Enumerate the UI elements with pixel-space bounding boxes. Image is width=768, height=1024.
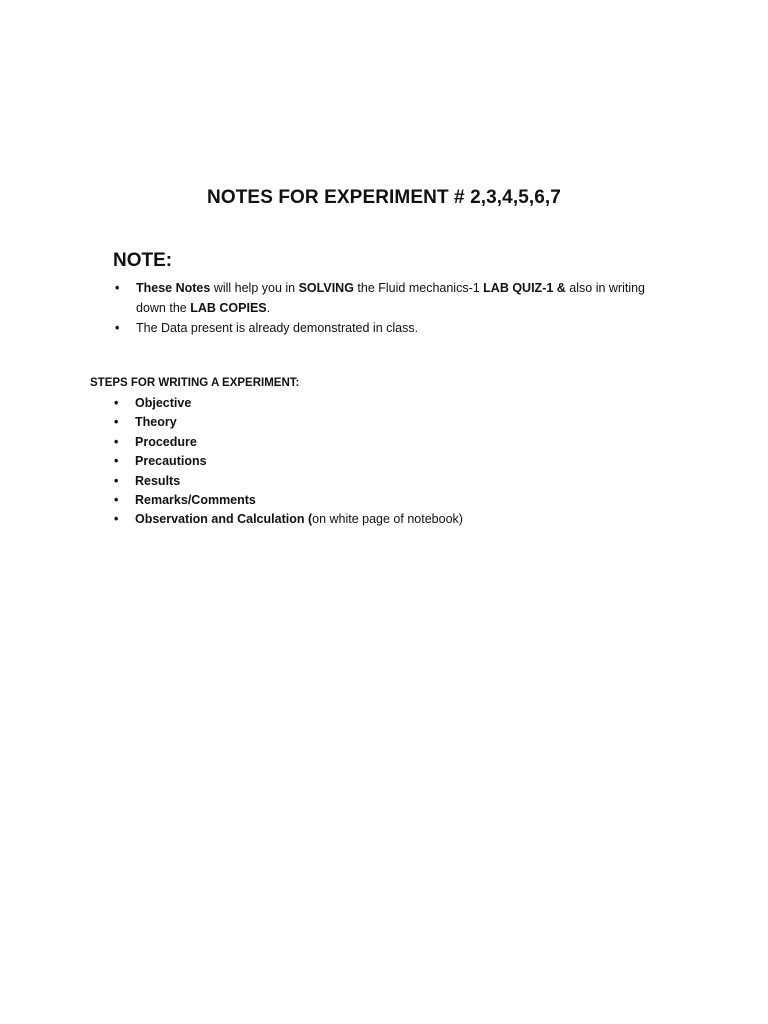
bullet-icon: • bbox=[114, 493, 119, 508]
bullet-icon: • bbox=[115, 321, 120, 335]
step-item bbox=[112, 413, 672, 432]
step-label: Observation and Calculation ( bbox=[135, 512, 313, 527]
step-item bbox=[112, 472, 672, 491]
step-item bbox=[112, 394, 672, 413]
note-text: The Data present is already demonstrated in class. bbox=[136, 321, 419, 335]
step-note: on white page of notebook) bbox=[312, 512, 463, 527]
steps-heading: STEPS FOR WRITING A EXPERIMENT: bbox=[90, 377, 300, 389]
step-label: Objective bbox=[135, 396, 192, 410]
note-text-bold: LAB COPIES bbox=[190, 300, 267, 315]
step-item bbox=[112, 433, 672, 452]
bullet-icon: • bbox=[114, 415, 119, 430]
bullet-icon: • bbox=[115, 281, 120, 295]
bullet-icon: • bbox=[114, 512, 119, 527]
note-item bbox=[113, 319, 673, 339]
note-text: will help you in bbox=[210, 281, 299, 295]
note-text: the Fluid mechanics-1 bbox=[353, 281, 484, 295]
steps-list bbox=[112, 394, 672, 530]
bullet-icon: • bbox=[114, 396, 119, 410]
bullet-icon: • bbox=[114, 434, 119, 449]
step-label: Results bbox=[135, 473, 181, 488]
note-text: . bbox=[266, 300, 271, 315]
note-text-bold: These Notes bbox=[136, 281, 211, 295]
note-text-bold: SOLVING bbox=[298, 281, 354, 295]
note-heading: NOTE: bbox=[113, 250, 173, 271]
note-item bbox=[113, 279, 673, 318]
step-label: Theory bbox=[135, 415, 177, 430]
step-label: Remarks/Comments bbox=[135, 493, 256, 508]
step-label: Precautions bbox=[135, 454, 207, 469]
bullet-icon: • bbox=[114, 473, 119, 488]
note-list bbox=[113, 279, 673, 339]
step-label: Procedure bbox=[135, 434, 197, 449]
page-title: NOTES FOR EXPERIMENT # 2,3,4,5,6,7 bbox=[207, 187, 561, 208]
bullet-icon: • bbox=[114, 454, 119, 469]
step-item bbox=[112, 510, 672, 529]
note-text: also in writing down the bbox=[136, 281, 646, 315]
note-text-bold: LAB QUIZ-1 & bbox=[483, 281, 566, 295]
step-item bbox=[112, 491, 672, 510]
step-item bbox=[112, 452, 672, 471]
